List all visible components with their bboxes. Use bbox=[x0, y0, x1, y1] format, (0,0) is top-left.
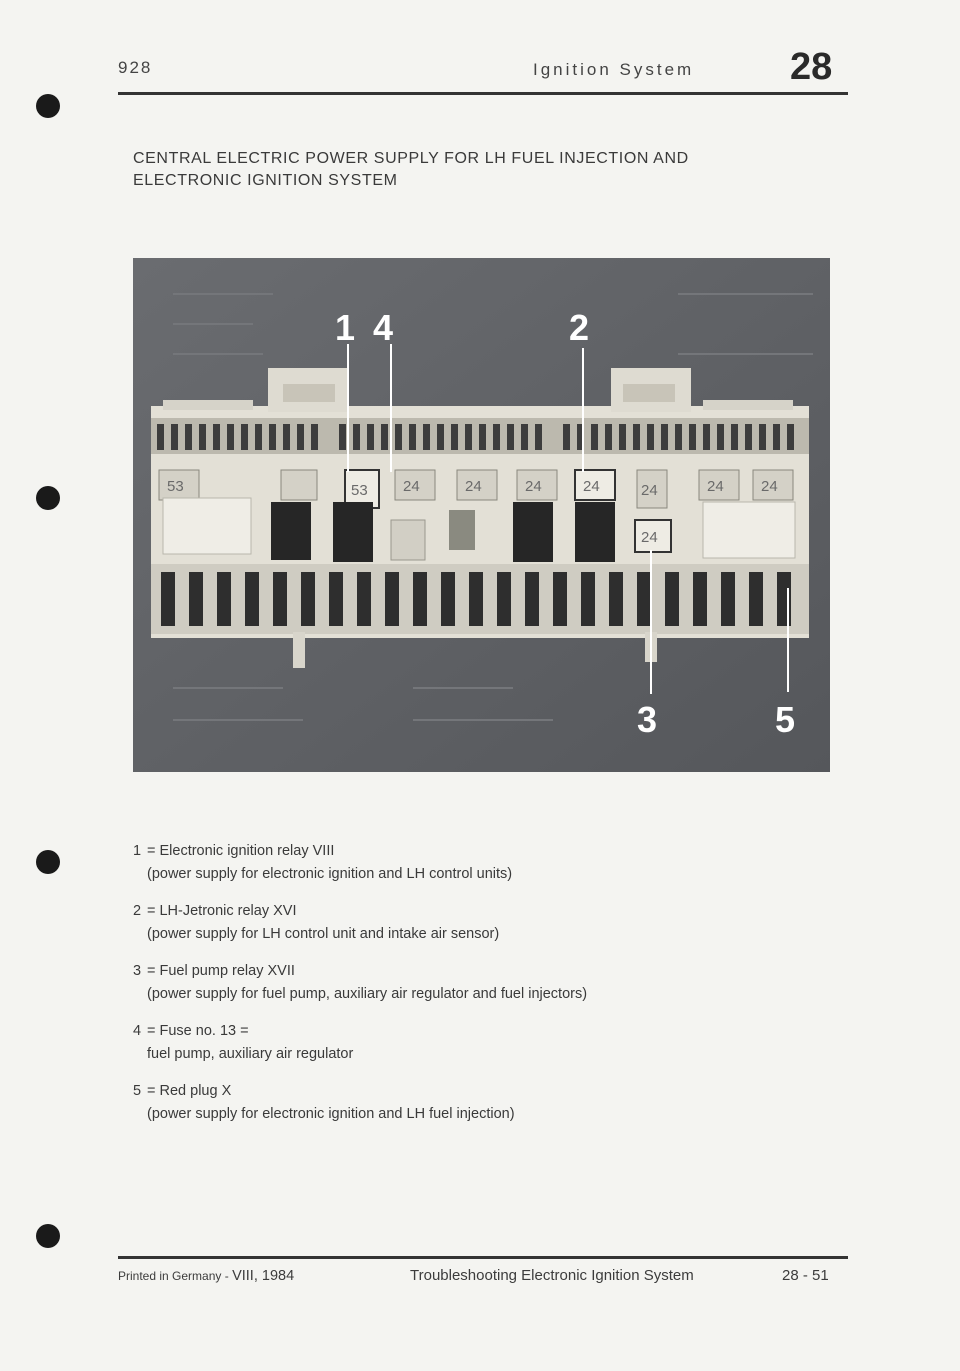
legend-item bbox=[133, 1083, 773, 1122]
legend-description: = Fuel pump relay XVII bbox=[147, 963, 295, 979]
legend-description: = LH-Jetronic relay XVI bbox=[147, 903, 297, 919]
callout-3: 3 bbox=[637, 699, 658, 740]
legend-item bbox=[133, 963, 773, 1002]
callout-5: 5 bbox=[775, 699, 796, 740]
page-heading bbox=[133, 148, 773, 192]
legend-subtext: (power supply for LH control unit and intake air sensor) bbox=[147, 926, 500, 942]
footer-printed bbox=[118, 1268, 294, 1284]
legend-subtext: (power supply for electronic ignition and LH control units) bbox=[147, 866, 513, 882]
legend-number: 4 bbox=[133, 1023, 142, 1039]
legend-number: 2 bbox=[133, 903, 142, 919]
legend-number: 1 bbox=[133, 843, 142, 859]
fuse-label-24: 24 bbox=[465, 478, 482, 495]
fuse-label-24: 24 bbox=[641, 529, 658, 546]
legend-item bbox=[133, 903, 773, 942]
page-number: 28 - 51 bbox=[782, 1267, 829, 1284]
callout-2: 2 bbox=[569, 307, 590, 348]
section-number: 28 bbox=[790, 46, 833, 88]
binder-hole bbox=[36, 850, 60, 874]
legend-description: = Red plug X bbox=[147, 1083, 232, 1099]
heading-line-1: CENTRAL ELECTRIC POWER SUPPLY FOR LH FUEL INJECTION AND bbox=[133, 150, 689, 167]
section-title: Ignition System bbox=[533, 60, 695, 79]
legend-description: = Electronic ignition relay VIII bbox=[147, 843, 335, 859]
header-rule bbox=[118, 92, 848, 95]
fuse-label-53: 53 bbox=[167, 478, 184, 495]
fuse-label-24: 24 bbox=[707, 478, 724, 495]
legend-item bbox=[133, 843, 773, 882]
model-number: 928 bbox=[118, 58, 153, 77]
legend-number: 3 bbox=[133, 963, 142, 979]
fuse-label-24: 24 bbox=[525, 478, 542, 495]
binder-hole bbox=[36, 1224, 60, 1248]
fuse-relay-board-photo bbox=[133, 258, 830, 772]
heading-line-2: ELECTRONIC IGNITION SYSTEM bbox=[133, 172, 398, 189]
legend-subtext: (power supply for electronic ignition and LH fuel injection) bbox=[147, 1106, 515, 1122]
fuse-board-illustration bbox=[133, 258, 830, 772]
legend-item bbox=[133, 1023, 773, 1062]
callout-4: 4 bbox=[373, 307, 394, 348]
binder-hole bbox=[36, 486, 60, 510]
fuse-label-24: 24 bbox=[583, 478, 600, 495]
fuse-label-24: 24 bbox=[403, 478, 420, 495]
callout-1: 1 bbox=[335, 307, 356, 348]
legend-number: 5 bbox=[133, 1083, 142, 1099]
binder-hole bbox=[36, 94, 60, 118]
footer-date: VIII, 1984 bbox=[232, 1268, 295, 1284]
legend-subtext: (power supply for fuel pump, auxiliary air regulator and fuel injectors) bbox=[147, 986, 588, 1002]
footer-title: Troubleshooting Electronic Ignition System bbox=[410, 1267, 694, 1284]
fuse-label-53: 53 bbox=[351, 482, 368, 499]
legend-subtext: fuel pump, auxiliary air regulator bbox=[147, 1046, 354, 1062]
fuse-label-24: 24 bbox=[761, 478, 778, 495]
legend-description: = Fuse no. 13 = bbox=[147, 1023, 249, 1039]
footer-printed-label: Printed in Germany - bbox=[118, 1269, 229, 1283]
fuse-label-24: 24 bbox=[641, 482, 658, 499]
footer-rule bbox=[118, 1256, 848, 1259]
